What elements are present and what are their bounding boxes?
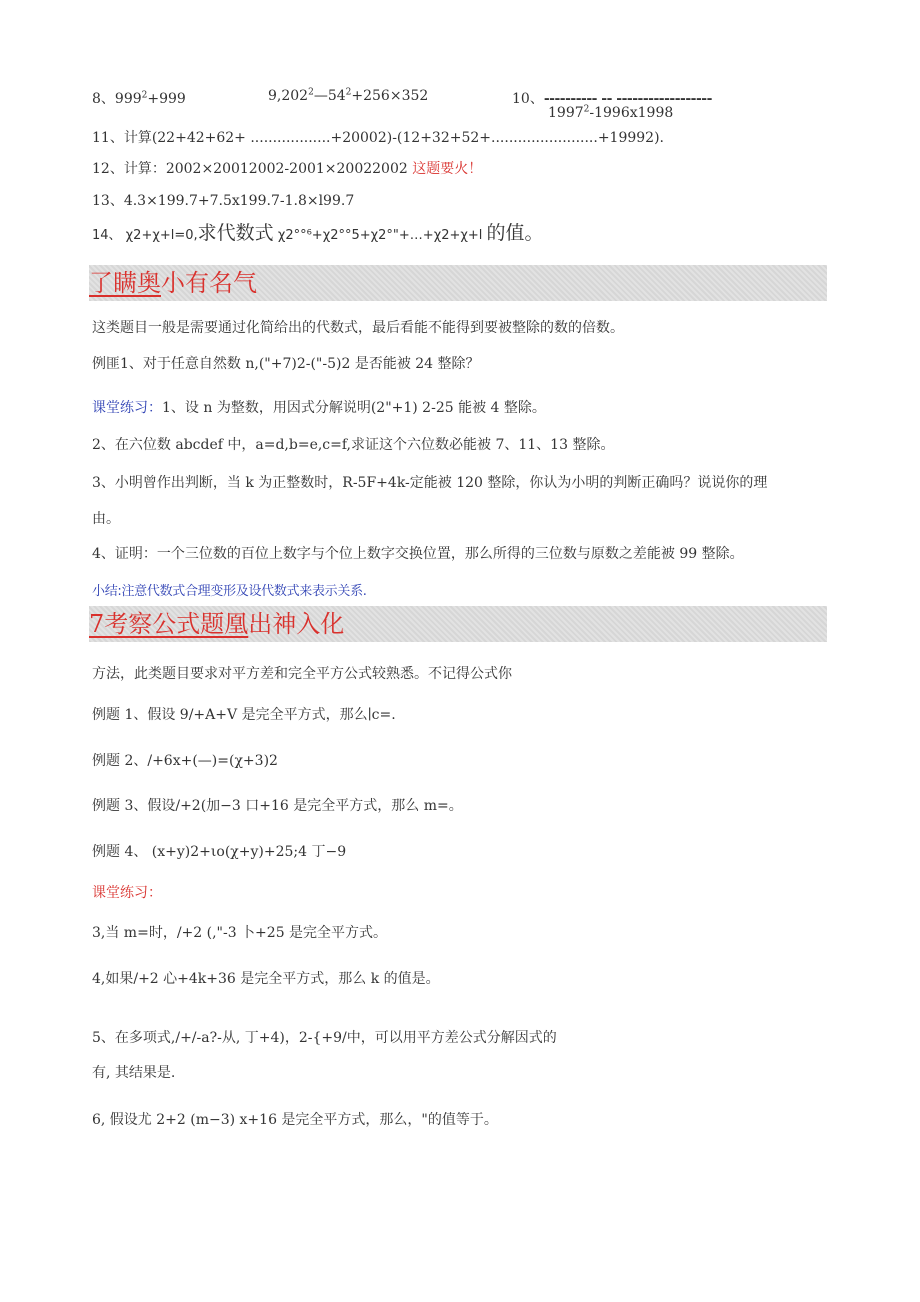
section2-practice-5a: 5、在多项式,/+/-a?-从, 丁+4)，2-{+9/中，可以用平方差公式分解因式的 [92, 1030, 557, 1046]
section2-example-4: 例题 4、 (x+y)2+ιo(χ+y)+25;4 丁−9 [92, 844, 347, 860]
q14-b: 求代数式 [197, 222, 274, 244]
section1-practice-2: 2、在六位数 abcdef 中，a=d,b=e,c=f,求证这个六位数必能被 7、11、13 整除。 [92, 437, 615, 453]
practice-1-text: 1、设 n 为整数，用因式分解说明(2"+1) 2-25 能被 4 整除。 [162, 400, 546, 416]
q9-d-sup: 2 [345, 87, 352, 98]
q10-den-sup: 2 [583, 104, 590, 115]
section1-intro: 这类题目一般是需要通过化简给出的代数式，最后看能不能得到要被整除的数的倍数。 [92, 320, 624, 336]
question-8 [92, 88, 186, 108]
q14-a: 14、 χ2+χ+l=0, [92, 228, 198, 243]
section2-title-underlined: 7考察公式题凰 [89, 610, 249, 638]
question-13: 13、4.3×199.7+7.5x199.7-1.8×l99.7 [92, 193, 355, 209]
q9-c-sup: 2 [308, 87, 314, 98]
section2-practice-3: 3,当 m=时，/+2 (,"-3 卜+25 是完全平方式。 [92, 925, 388, 941]
section1-practice-4: 4、证明：一个三位数的百位上数字与个位上数字交换位置，那么所得的三位数与原数之差能被 99 整除。 [92, 546, 744, 562]
section2-example-2: 例题 2、/+6x+(—)=(χ+3)2 [92, 753, 278, 769]
section-heading-2 [89, 606, 827, 642]
question-12 [92, 158, 482, 178]
q8-a-sup: 2 [141, 90, 148, 101]
section1-practice-3b: 由。 [92, 511, 120, 527]
q10-dashes: ---------- -- ------------------ [543, 91, 712, 107]
q12-text: 12、计算：2002×20012002-2001×20022002 [92, 161, 413, 177]
q9-e: +256×352 [351, 88, 429, 104]
section2-example-3: 例题 3、假设/+2(加−3 口+16 是完全平方式，那么 m=。 [92, 798, 463, 814]
question-11: 11、计算(22+42+62+ ..................+20002)-(12+32+52+........................+19992). [92, 130, 665, 146]
section1-example-1: 例匪1、对于任意自然数 n,("+7)2-("-5)2 是否能被 24 整除？ [92, 356, 480, 372]
section2-example-1: 例题 1、假设 9/+A+V 是完全平方式，那么∣c=. [92, 707, 396, 723]
section2-practice-6: 6, 假设尤 2+2 (m−3) x+16 是完全平方式，那么，"的值等于。 [92, 1112, 498, 1128]
section1-practice-3a: 3、小明曾作出判断，当 k 为正整数时，R-5F+4k-定能被 120 整除，你认为小明的判断正确吗？说说你的理 [92, 475, 768, 491]
q12-note: 这题要火！ [412, 161, 483, 177]
q8-b: +999 [147, 91, 186, 107]
practice-label: 课堂练习： [92, 400, 162, 416]
q14-c: χ2°°⁶+χ2°°5+χ2°"+…+χ2+χ+l [273, 228, 487, 243]
q10-den-a: 1997 [548, 105, 584, 121]
section1-title-rest: 小有名气 [161, 269, 257, 297]
section1-summary: 小结:注意代数式合理变形及设代数式来表示关系. [92, 584, 367, 599]
section2-method: 方法，此类题目要求对平方差和完全平方公式较熟悉。不记得公式你 [92, 666, 512, 682]
question-9 [268, 88, 428, 104]
section1-practice-1 [92, 397, 546, 417]
q9-c: 9,202 [268, 88, 309, 104]
section-heading-1 [89, 265, 827, 301]
section2-title-rest: 出神入化 [248, 610, 345, 638]
q10-label: 10、 [512, 91, 544, 107]
q9-d: —54 [313, 88, 346, 104]
q10-den-b: -1996x1998 [589, 105, 674, 121]
question-14 [92, 218, 544, 245]
q14-d: 的值。 [486, 222, 544, 244]
section2-practice-4: 4,如果/+2 心+4k+36 是完全平方式，那么 k 的值是。 [92, 971, 440, 987]
q8-a: 8、999 [92, 91, 142, 107]
section1-title-underlined: 了瞒奥 [89, 269, 161, 297]
question-10-denominator [548, 105, 673, 121]
section2-practice-5b: 有, 其结果是. [92, 1065, 176, 1081]
section2-practice-label: 课堂练习： [92, 885, 162, 901]
